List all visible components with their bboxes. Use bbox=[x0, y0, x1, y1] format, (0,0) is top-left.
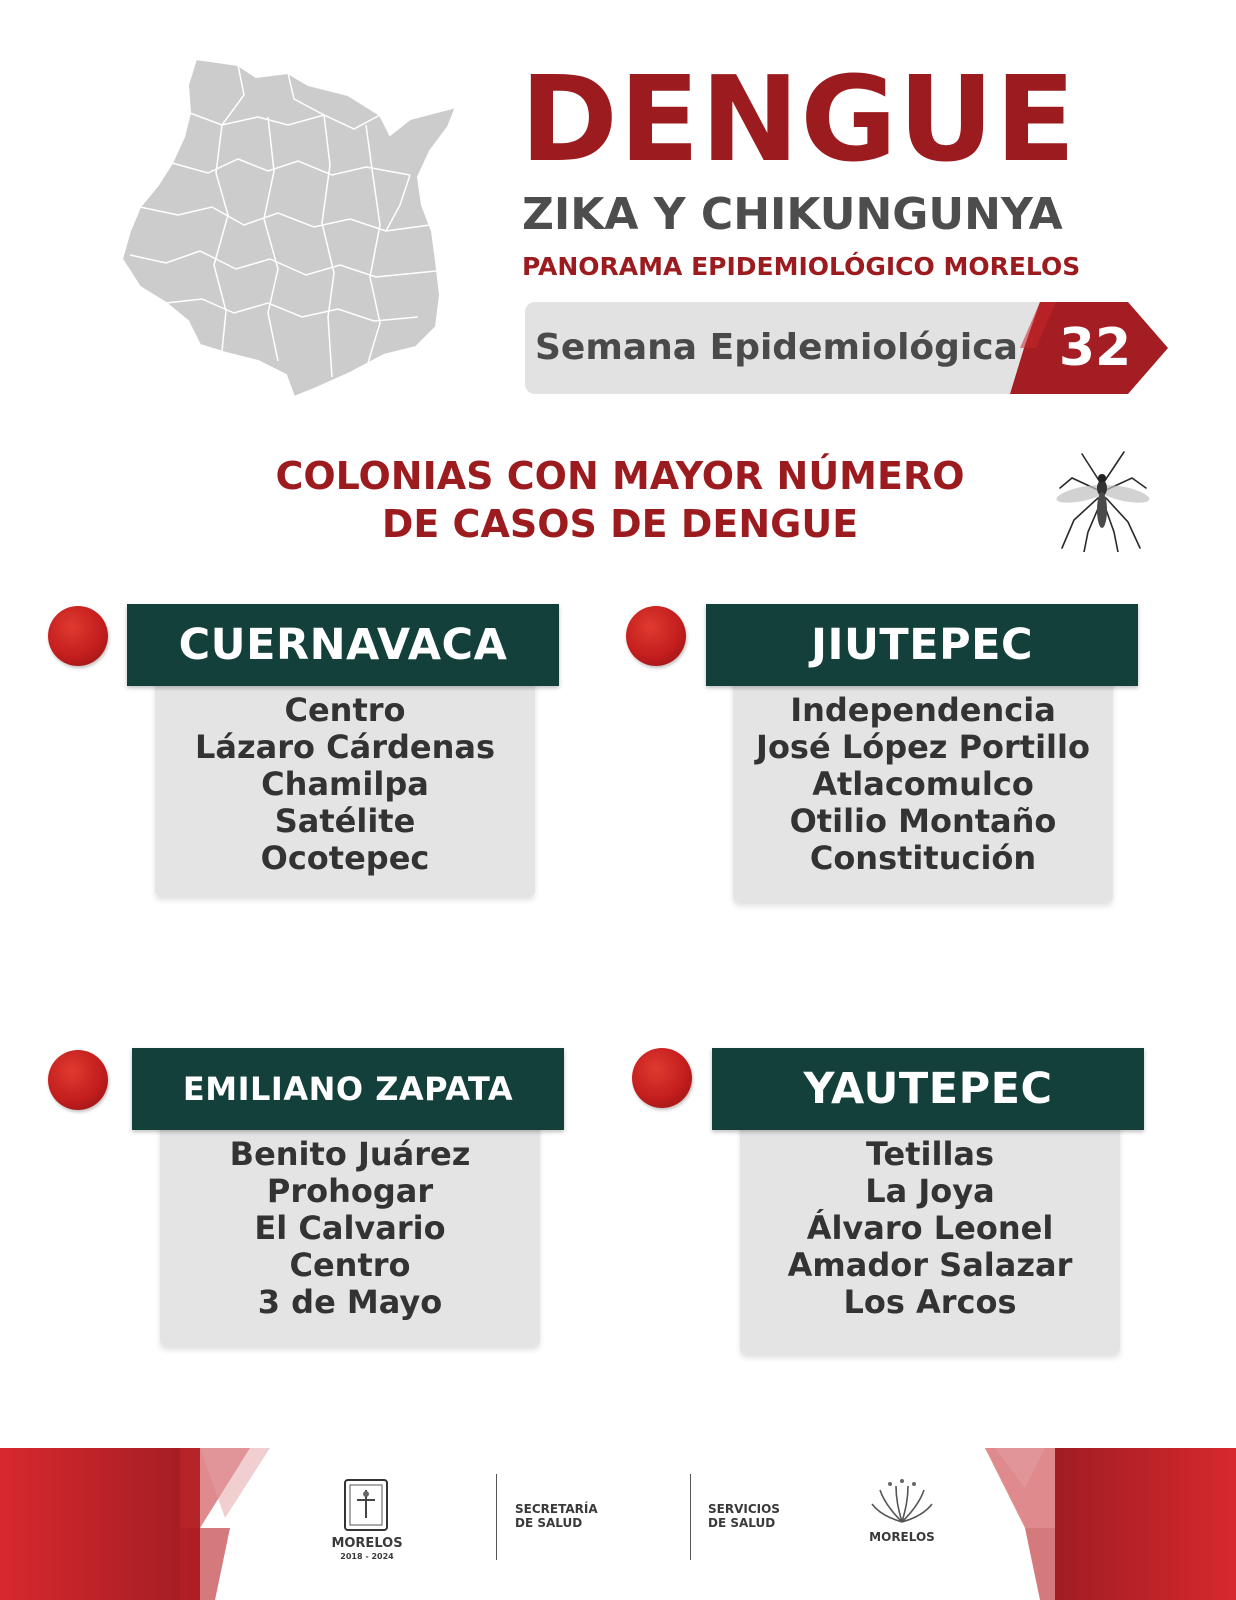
anfitrion-logo bbox=[870, 1478, 934, 1528]
footer-separator bbox=[496, 1474, 497, 1560]
secretaria-logo bbox=[515, 1502, 635, 1530]
colonias-list bbox=[740, 1136, 1120, 1321]
municipio-banner bbox=[132, 1048, 564, 1130]
subtitle: ZIKA Y CHIKUNGUNYA bbox=[522, 189, 1063, 240]
main-title: DENGUE bbox=[520, 50, 1077, 188]
colonia-item: El Calvario bbox=[254, 1209, 446, 1247]
red-dot-icon bbox=[626, 606, 686, 666]
colonia-item: Amador Salazar bbox=[787, 1246, 1073, 1284]
heading-line-2: DE CASOS DE DENGUE bbox=[381, 502, 859, 546]
colonia-item: Chamilpa bbox=[261, 765, 429, 803]
semana-number: 32 bbox=[1058, 318, 1132, 378]
municipio-name: CUERNAVACA bbox=[178, 620, 508, 670]
secretaria-line-1: SECRETARÍA bbox=[515, 1502, 598, 1516]
colonia-item: Otilio Montaño bbox=[789, 802, 1057, 840]
colonia-item: Tetillas bbox=[865, 1135, 995, 1173]
colonia-item: Independencia bbox=[790, 691, 1056, 729]
morelos-shield-logo bbox=[343, 1478, 389, 1532]
colonia-item: Satélite bbox=[274, 802, 416, 840]
colonias-list bbox=[160, 1136, 540, 1321]
red-dot-icon bbox=[632, 1048, 692, 1108]
municipio-banner bbox=[706, 604, 1138, 686]
colonia-item: Centro bbox=[284, 691, 406, 729]
colonia-item: Atlacomulco bbox=[812, 765, 1034, 803]
colonia-item: Benito Juárez bbox=[229, 1135, 471, 1173]
morelos-logo-name: MORELOS bbox=[331, 1536, 403, 1551]
heading-line-1: COLONIAS CON MAYOR NÚMERO bbox=[275, 454, 965, 498]
footer-left-decoration bbox=[0, 1448, 270, 1600]
colonia-item: Los Arcos bbox=[843, 1283, 1017, 1321]
colonia-item: 3 de Mayo bbox=[257, 1283, 443, 1321]
servicios-logo bbox=[708, 1502, 828, 1530]
municipio-name: YAUTEPEC bbox=[803, 1064, 1053, 1114]
municipio-name: JIUTEPEC bbox=[810, 620, 1034, 670]
panorama-title: PANORAMA EPIDEMIOLÓGICO MORELOS bbox=[522, 252, 1081, 281]
colonia-item: Lázaro Cárdenas bbox=[195, 728, 495, 766]
footer-separator bbox=[690, 1474, 691, 1560]
servicios-line-2: DE SALUD bbox=[708, 1516, 776, 1530]
colonias-list bbox=[733, 692, 1113, 877]
anfitrion-logo-name: MORELOS bbox=[869, 1530, 935, 1544]
colonia-item: Constitución bbox=[809, 839, 1037, 877]
footer-right-decoration bbox=[985, 1448, 1236, 1600]
colonia-item: La Joya bbox=[865, 1172, 995, 1210]
section-heading bbox=[150, 452, 1090, 548]
colonia-item: Ocotepec bbox=[260, 839, 430, 877]
colonia-item: Prohogar bbox=[266, 1172, 434, 1210]
red-dot-icon bbox=[48, 606, 108, 666]
servicios-line-1: SERVICIOS bbox=[708, 1502, 780, 1516]
mosquito-icon bbox=[1052, 448, 1152, 552]
morelos-logo-years: 2018 - 2024 bbox=[340, 1552, 394, 1561]
municipio-banner bbox=[127, 604, 559, 686]
colonias-list bbox=[155, 692, 535, 877]
red-dot-icon bbox=[48, 1050, 108, 1110]
secretaria-line-2: DE SALUD bbox=[515, 1516, 583, 1530]
municipio-name: EMILIANO ZAPATA bbox=[182, 1070, 514, 1108]
colonia-item: José López Portillo bbox=[756, 728, 1090, 766]
morelos-map-icon bbox=[118, 55, 468, 405]
colonia-item: Centro bbox=[289, 1246, 411, 1284]
municipio-banner bbox=[712, 1048, 1144, 1130]
colonia-item: Álvaro Leonel bbox=[806, 1209, 1054, 1247]
semana-label: Semana Epidemiológica bbox=[535, 327, 1018, 368]
